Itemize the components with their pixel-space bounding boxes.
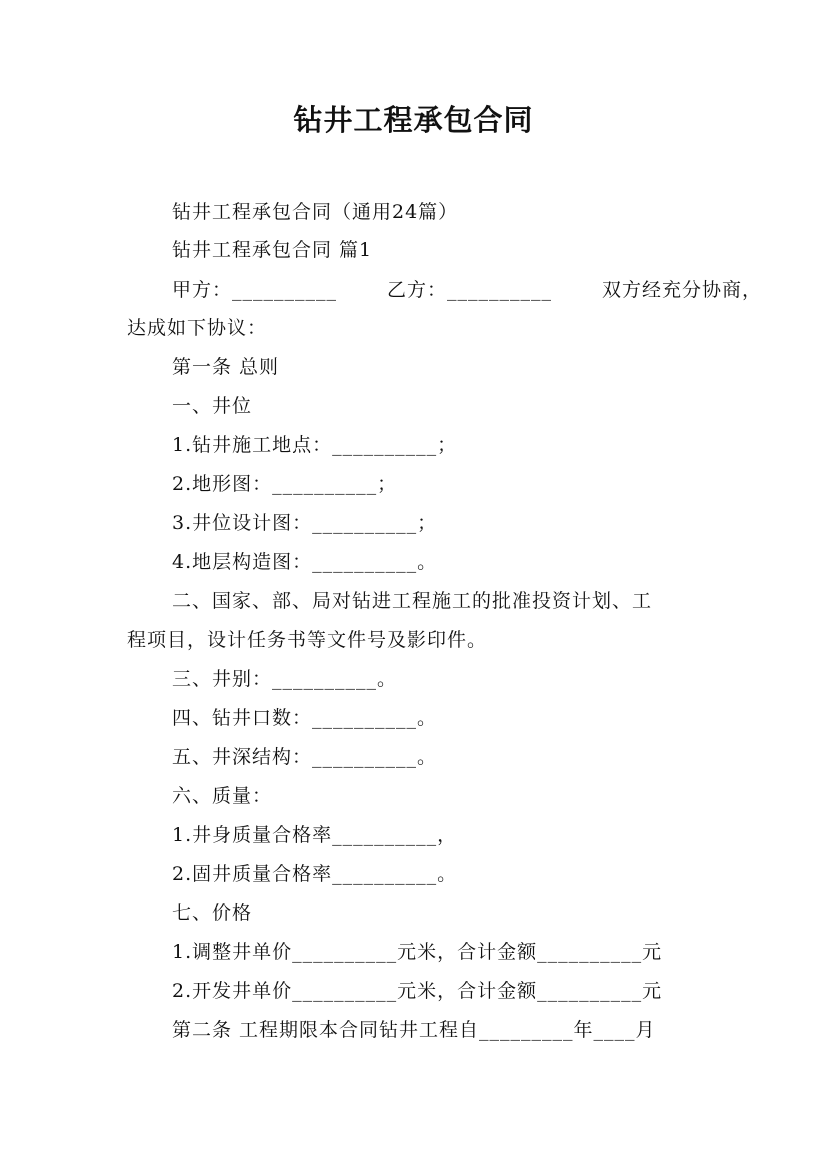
body-line: 达成如下协议： [127, 317, 268, 339]
body-line: 1.调整井单价__________元米，合计金额__________元 [172, 941, 663, 963]
body-line: 2.地形图：__________； [172, 473, 398, 495]
body-line: 3.井位设计图：__________； [172, 512, 438, 534]
section-heading: 钻井工程承包合同 篇1 [172, 239, 373, 261]
body-line: 1.井身质量合格率__________， [172, 824, 458, 846]
body-line: 一、井位 [172, 395, 253, 417]
article-heading: 第一条 总则 [172, 356, 280, 378]
article-heading: 第二条 工程期限本合同钻井工程自_________年____月 [172, 1019, 656, 1041]
body-line: 五、井深结构：__________。 [172, 746, 438, 768]
parties-agreement-text: 双方经充分协商， [601, 279, 762, 301]
party-a-label: 甲方：__________ [172, 279, 338, 301]
parties-line [172, 278, 762, 302]
body-line: 2.固井质量合格率__________。 [172, 863, 458, 885]
body-line: 七、价格 [172, 902, 253, 924]
body-line: 程项目，设计任务书等文件号及影印件。 [127, 629, 488, 651]
body-line: 四、钻井口数：__________。 [172, 707, 438, 729]
body-line: 1.钻井施工地点：__________； [172, 434, 458, 456]
body-line: 三、井别：__________。 [172, 668, 398, 690]
subtitle-line: 钻井工程承包合同（通用24篇） [172, 201, 459, 223]
body-line: 六、质量： [172, 785, 273, 807]
body-line: 4.地层构造图：__________。 [172, 551, 438, 573]
document-title: 钻井工程承包合同 [293, 103, 534, 137]
body-line: 二、国家、部、局对钻进工程施工的批准投资计划、工 [172, 590, 653, 612]
body-line: 2.开发井单价__________元米，合计金额__________元 [172, 980, 663, 1002]
party-b-label: 乙方：__________ [386, 279, 552, 301]
